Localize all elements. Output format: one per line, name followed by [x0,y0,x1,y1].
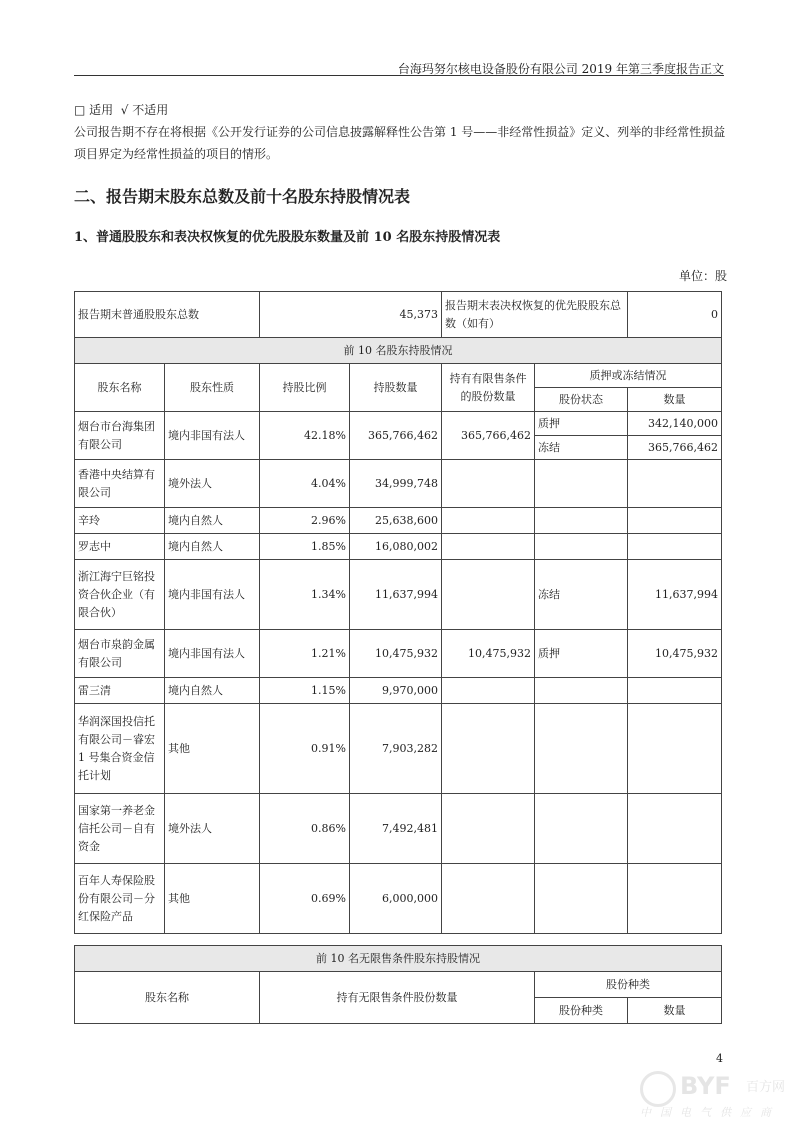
shareholder-restricted [442,794,535,864]
pledge-status [535,534,628,560]
page-number: 4 [716,1052,723,1065]
shareholder-restricted [442,460,535,508]
header-quantity: 持股数量 [350,364,442,412]
unrestricted-header-row [75,972,722,998]
watermark-slogan: 中国电气供应商 [640,1106,780,1119]
shareholder-ratio: 0.91% [260,704,350,794]
shareholder-ratio: 42.18% [260,412,350,460]
shareholder-restricted [442,534,535,560]
shareholder-quantity: 7,492,481 [350,794,442,864]
common-holders-label: 报告期末普通股股东总数 [75,292,260,338]
pledge-quantity [628,508,722,534]
watermark-brand: BYF [680,1072,731,1100]
pledge-status [535,508,628,534]
pledge-quantity [628,704,722,794]
shareholder-ratio: 1.21% [260,630,350,678]
shareholder-restricted [442,864,535,934]
header-pledge-group: 质押或冻结情况 [535,364,722,388]
pledge-quantity [628,794,722,864]
table-row [75,630,722,678]
pledge-status [535,678,628,704]
table-row [75,704,722,794]
shareholder-table [74,291,722,934]
pledge-status: 冻结 [535,436,628,460]
shareholder-ratio: 1.34% [260,560,350,630]
table-row [75,412,722,436]
page-header: 台海玛努尔核电设备股份有限公司 2019 年第三季度报告正文 [397,62,724,76]
shareholder-nature: 境内自然人 [165,534,260,560]
table-row [75,864,722,934]
option-not-applicable: √ 不适用 [120,103,169,117]
shareholder-name: 罗志中 [75,534,165,560]
pledge-quantity [628,460,722,508]
top10-title: 前 10 名股东持股情况 [75,338,722,364]
shareholder-nature: 其他 [165,704,260,794]
shareholder-name: 香港中央结算有限公司 [75,460,165,508]
shareholder-restricted [442,678,535,704]
shareholder-nature: 境内非国有法人 [165,412,260,460]
table-row [75,678,722,704]
shareholder-quantity: 7,903,282 [350,704,442,794]
shareholder-quantity: 10,475,932 [350,630,442,678]
shareholder-nature: 境内非国有法人 [165,630,260,678]
shareholder-quantity: 365,766,462 [350,412,442,460]
pledge-status [535,704,628,794]
shareholder-name: 华润深国投信托有限公司－睿宏 1 号集合资金信托计划 [75,704,165,794]
shareholder-name: 百年人寿保险股份有限公司－分红保险产品 [75,864,165,934]
section-title: 二、报告期末股东总数及前十名股东持股情况表 [74,187,411,206]
pledge-quantity [628,864,722,934]
pledge-quantity [628,678,722,704]
shareholder-name: 烟台市台海集团有限公司 [75,412,165,460]
shareholder-quantity: 11,637,994 [350,560,442,630]
common-holders-value: 45,373 [260,292,442,338]
watermark-brand-sub: 百方网 [746,1080,786,1095]
pledge-status: 质押 [535,412,628,436]
preferred-holders-value: 0 [628,292,722,338]
shareholder-nature: 境外法人 [165,794,260,864]
pledge-status [535,864,628,934]
header-name: 股东名称 [75,364,165,412]
header-row [75,364,722,388]
unrestricted-header-name: 股东名称 [75,972,260,1024]
shareholder-name: 辛玲 [75,508,165,534]
shareholder-nature: 境内非国有法人 [165,560,260,630]
header-nature: 股东性质 [165,364,260,412]
header-pledge-status: 股份状态 [535,388,628,412]
shareholder-quantity: 16,080,002 [350,534,442,560]
shareholder-quantity: 6,000,000 [350,864,442,934]
table-row [75,508,722,534]
shareholder-ratio: 2.96% [260,508,350,534]
paragraph-line-1: 公司报告期不存在将根据《公开发行证券的公司信息披露解释性公告第 1 号——非经常性损益》定义、列举的非经常性损益 [74,125,726,139]
pledge-quantity: 11,637,994 [628,560,722,630]
table-row [75,534,722,560]
unrestricted-table [74,945,722,1024]
shareholder-nature: 境外法人 [165,460,260,508]
shareholder-name: 雷三清 [75,678,165,704]
unrestricted-title: 前 10 名无限售条件股东持股情况 [75,946,722,972]
shareholder-nature: 其他 [165,864,260,934]
shareholder-restricted [442,508,535,534]
header-restricted: 持有有限售条件的股份数量 [442,364,535,412]
unrestricted-header-quantity: 持有无限售条件股份数量 [260,972,535,1024]
paragraph-line-2: 项目界定为经常性损益的项目的情形。 [74,147,279,161]
shareholder-quantity: 34,999,748 [350,460,442,508]
pledge-quantity: 365,766,462 [628,436,722,460]
table-row [75,794,722,864]
pledge-quantity: 10,475,932 [628,630,722,678]
shareholder-restricted [442,704,535,794]
shareholder-nature: 境内自然人 [165,678,260,704]
subsection-title: 1、普通股股东和表决权恢复的优先股股东数量及前 10 名股东持股情况表 [74,230,501,245]
shareholder-restricted [442,560,535,630]
table-row [75,460,722,508]
pledge-status [535,794,628,864]
header-rule [74,75,724,76]
pledge-status: 冻结 [535,560,628,630]
shareholder-ratio: 4.04% [260,460,350,508]
shareholder-quantity: 9,970,000 [350,678,442,704]
shareholder-ratio: 1.15% [260,678,350,704]
pledge-status [535,460,628,508]
header-ratio: 持股比例 [260,364,350,412]
shareholder-name: 烟台市泉韵金属有限公司 [75,630,165,678]
table-row [75,560,722,630]
unrestricted-header-type-quantity: 数量 [628,998,722,1024]
unit-label: 单位：股 [678,269,727,283]
shareholder-name: 国家第一养老金信托公司－自有资金 [75,794,165,864]
applicability-options [74,101,168,118]
shareholder-restricted: 10,475,932 [442,630,535,678]
shareholder-restricted: 365,766,462 [442,412,535,460]
shareholder-name: 浙江海宁巨铭投资合伙企业（有限合伙） [75,560,165,630]
unrestricted-header-type-group: 股份种类 [535,972,722,998]
preferred-holders-label: 报告期末表决权恢复的优先股股东总数（如有） [442,292,628,338]
summary-row [75,292,722,338]
shareholder-ratio: 0.86% [260,794,350,864]
shareholder-quantity: 25,638,600 [350,508,442,534]
header-pledge-quantity: 数量 [628,388,722,412]
shareholder-ratio: 1.85% [260,534,350,560]
pledge-quantity [628,534,722,560]
pledge-status: 质押 [535,630,628,678]
option-applicable: □ 适用 [74,103,114,117]
shareholder-nature: 境内自然人 [165,508,260,534]
shareholder-ratio: 0.69% [260,864,350,934]
pledge-quantity: 342,140,000 [628,412,722,436]
watermark-logo-icon [640,1071,676,1107]
unrestricted-header-type: 股份种类 [535,998,628,1024]
